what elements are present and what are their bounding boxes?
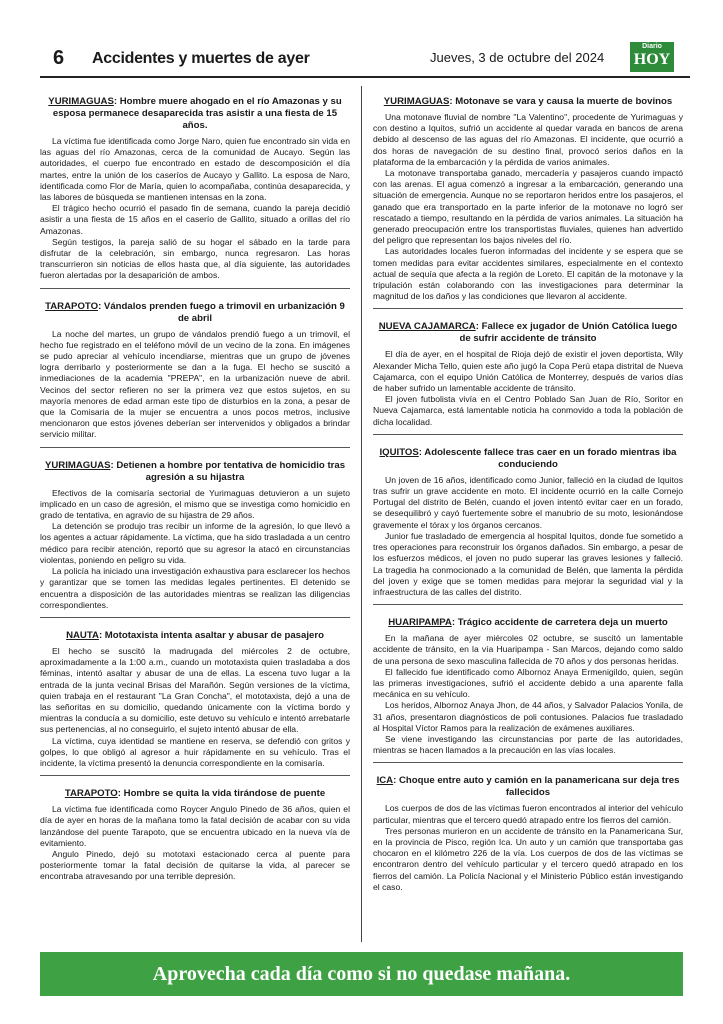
article-paragraph: En la mañana de ayer miércoles 02 octubre, se suscitó un lamentable accidente de tránsito, en la vía Huaripampa - San Marcos, dejando como saldo de una persona de sexo masculina fallecida de 70 años y dos personas heridas. <box>373 633 683 666</box>
article-headline <box>373 775 683 799</box>
article-headline <box>40 788 350 800</box>
article-body <box>40 804 350 882</box>
article-body <box>373 803 683 893</box>
article-body <box>40 488 350 611</box>
article-location: TARAPOTO <box>64 788 118 800</box>
issue-date: Jueves, 3 de octubre del 2024 <box>430 50 605 65</box>
article-body <box>40 329 350 441</box>
article-location: IQUITOS <box>379 446 419 458</box>
article-body <box>373 633 683 756</box>
article-paragraph: La policía ha iniciado una investigación exhaustiva para esclarecer los hechos y garantizar que se tomen las medidas legales pertinentes. El detenido se encuentra a disposición de las autoridades mientras se realizan las diligencias correspondientes. <box>40 566 350 610</box>
article-title: : Adolescente fallece tras caer en un forado mientras iba conduciendo <box>418 446 677 470</box>
article-headline <box>373 321 683 345</box>
article-headline <box>40 96 350 132</box>
article <box>373 769 683 899</box>
article-headline <box>40 630 350 642</box>
article <box>40 624 350 776</box>
header-divider <box>40 76 690 78</box>
article-paragraph: La noche del martes, un grupo de vándalos prendió fuego a un trimovil, el hecho fue registrado en el teléfono móvil de un vecino de la zona. En imágenes se pudo apreciar al vehículo incendiarse, mientras que un grupo de jóvenes logra derribarlo y posteriormente se dan a la fuga. El hecho se suscitó a inmediaciones de la academia "PREPA", en la urbanización nueve de abril. Vecinos del sector refieren no ser la primera vez que estos sujetos, en su mayoría menores de edad arman este tipo de disturbios en la zona, a pesar de que la Comisaria de la mujer se encuentra a unos pocos metros, inclusive mencionaron que estos jóvenes deberían ser intervenidos y obligados a brindar servicio militar. <box>40 328 350 440</box>
article-location: TARAPOTO <box>45 300 99 312</box>
article-title: : Motonave se vara y causa la muerte de bovinos <box>449 96 673 107</box>
article-title: : Detienen a hombre por tentativa de homicidio tras agresión a su hijastra <box>110 459 346 483</box>
article-paragraph: La víctima fue identificada como Roycer Angulo Pinedo de 36 años, quien el día de ayer en horas de la mañana tomo la fatal decisión de acabar con su vida lanzándose del puente Tarapoto, que se encuentra ubicado en la nueva vía de evitamiento. <box>40 804 350 848</box>
article <box>373 315 683 434</box>
article-paragraph: Los heridos, Albornoz Anaya Jhon, de 44 años, y Salvador Palacios Yonila, de 31 años, presentaron diagnósticos de poli contusiones. Palacios fue trasladado al Hospital Víctor Ramos para la realización de exámenes auxiliares. <box>373 700 683 733</box>
article-body <box>373 475 683 598</box>
article-body <box>40 136 350 282</box>
article-paragraph: El día de ayer, en el hospital de Rioja dejó de existir el joven deportista, Wily Alexander Micha Tello, quien este año jugó la Copa Perú etapa distrital de Nueva Cajamarca, con el equipo Unión Católica de Monterrey, después de varios días de haber sufrido un lamentable accidente de tránsito. <box>373 349 683 394</box>
column-divider <box>361 86 362 942</box>
footer-banner: Aprovecha cada día como si no quedase mañana. <box>40 952 683 996</box>
article-paragraph: Angulo Pinedo, dejó su mototaxi estacionado cerca al puente para posteriormente tomar la fatal decisión de quitarse la vida, al parecer se encontraba atravesando por una terrible depresión. <box>40 848 350 882</box>
article-location: HUARIPAMPA <box>388 617 452 629</box>
article-paragraph: Los cuerpos de dos de las víctimas fueron encontrados al interior del vehículo particular, mientras que el tercero quedó atrapado entre los fierros del camión. <box>373 803 683 825</box>
article-location: YURIMAGUAS <box>48 96 114 107</box>
page-number: 6 <box>53 47 65 69</box>
article-paragraph: Efectivos de la comisaría sectorial de Yurimaguas detuvieron a un sujeto implicado en un caso de agresión, el mismo que se investiga como homicidio en grado de tentativa, en agravio de su hijastra de 29 años. <box>40 487 350 521</box>
article-headline <box>373 96 683 108</box>
article-headline <box>40 301 350 325</box>
article-location: YURIMAGUAS <box>44 459 111 471</box>
article <box>40 90 350 289</box>
article-location: NAUTA <box>66 629 99 641</box>
logo-small-text: Diario <box>642 43 662 50</box>
page-header <box>40 44 690 74</box>
article-body <box>373 349 683 427</box>
article-headline <box>373 447 683 471</box>
article-title: : Mototaxista intenta asaltar y abusar de pasajero <box>98 629 324 641</box>
article-paragraph: Tres personas murieron en un accidente de tránsito en la Panamericana Sur, en la provincia de Pisco, región Ica. Un auto y un camión que transportaba gas chocaron en el kilómetro 226 de la vía. Los cuerpos de dos de las víctimas se encontraron dentro del vehículo particular y el tercero quedó atrapado en los fierros del camión. La Policía Nacional y el Ministerio Público están investigando el caso. <box>373 825 683 892</box>
article-paragraph: El joven futbolista vivía en el Centro Poblado San Juan de Río, Soritor en Nueva Cajamarca, está lamentable noticia ha conmovido a toda la población de dicha localidad. <box>373 394 683 427</box>
logo-main-text: HOY <box>633 51 671 68</box>
newspaper-logo <box>630 42 674 72</box>
section-title: Accidentes y muertes de ayer <box>92 50 310 67</box>
article-title: : Hombre muere ahogado en el río Amazonas y su esposa permanece desaparecida tras asistir a una fiesta de 15 años. <box>52 96 342 131</box>
right-column <box>373 90 683 905</box>
article-body <box>373 112 683 302</box>
article-title: : Fallece ex jugador de Unión Católica luego de sufrir accidente de tránsito <box>459 321 678 345</box>
article-location: ICA <box>376 775 394 787</box>
article <box>373 611 683 763</box>
article-title: : Hombre se quita la vida tirándose de puente <box>117 788 326 800</box>
article-paragraph: El trágico hecho ocurrió el pasado fin de semana, cuando la pareja decidió asistir a una fiesta de 15 años en el caserío de Gallito, situado a orillas del río Amazonas. <box>40 203 350 236</box>
article-paragraph: Una motonave fluvial de nombre "La Valentino", procedente de Yurimaguas y con destino a Iquitos, sufrió un accidente al quedar varada en bancos de arena debido al descenso de las aguas del río Amazonas. El incidente, que ocurrió a dos horas de navegación de su destino final, provocó serios daños en la plataforma de la embarcación y la pérdida de varios animales. <box>373 112 683 167</box>
article-title: : Choque entre auto y camión en la panamericana sur deja tres fallecidos <box>393 775 680 799</box>
article <box>40 295 350 448</box>
article-paragraph: Un joven de 16 años, identificado como Junior, falleció en la ciudad de Iquitos tras sufrir un grave accidente en moto. El incidente ocurrió en la calle Cornejo Portugal del distrito de Belén, cuando el joven intentó evitar caer en un forado, se desequilibró y cayó fuertemente sobre el manubrio de su moto, lesionándose gravemente el tórax y los órganos cercanos. <box>373 474 683 530</box>
article-paragraph: El fallecido fue identificado como Albornoz Anaya Ermenigildo, quien, según las primeras investigaciones, sufrió el accidente debido a una aparente falla mecánica en su vehículo. <box>373 666 683 700</box>
article-location: NUEVA CAJAMARCA <box>378 321 476 333</box>
article-title: : Trágico accidente de carretera deja un muerto <box>451 617 668 629</box>
article-paragraph: Se viene investigando las circunstancias por parte de las autoridades, mientras se hacen llamados a la precaución en las vías locales. <box>373 733 683 756</box>
article-headline <box>373 617 683 629</box>
article <box>373 90 683 309</box>
article-paragraph: Junior fue trasladado de emergencia al hospital Iquitos, donde fue sometido a tres operaciones para reconstruir los órganos dañados. Sin embargo, a pesar de los esfuerzos médicos, el joven no pudo superar las graves lesiones y falleció. La tragedia ha conmocionado a la comunidad de Belén, que lamenta la pérdida del joven y exige que se tomen medidas para mejorar la seguridad vial y la infraestructura de las calles del distrito. <box>373 530 683 597</box>
article-paragraph: La detención se produjo tras recibir un informe de la agresión, lo que llevó a los agentes a actuar rápidamente. La víctima, que ha sido trasladada a un centro médico para recibir atención, reportó que su agresor la atacó en circunstancias violentas, poniendo en peligro su vida. <box>40 521 350 565</box>
article-location: YURIMAGUAS <box>383 96 450 107</box>
article-paragraph: El hecho se suscitó la madrugada del miércoles 2 de octubre, aproximadamente a la 1:00 a.m., cuando un mototaxista quien trasladaba a dos féminas, intentó asaltar y abusar de una de ellas. La escena tuvo lugar a la entrada de la junta vecinal Brisas del Marañón. Según versiones de la víctima, quien trabaja en el restaurant "La Gran Concha", el mototaxista, dejó a una de las señoritas en su domicilio, quedando únicamente con la víctima bordo y mientras la conducía a su domicilio, este detuvo su vehículo e intentó arrebatarle sus pertenencias, al no conseguirlo, el sujeto intentó abusar de ella. <box>40 645 350 735</box>
article-title: : Vándalos prenden fuego a trimovil en urbanización 9 de abril <box>98 300 345 324</box>
article <box>40 454 350 618</box>
article <box>373 441 683 605</box>
left-column <box>40 90 350 895</box>
article-headline <box>40 460 350 484</box>
article <box>40 782 350 888</box>
article-paragraph: La motonave transportaba ganado, mercadería y pasajeros cuando impactó con las arenas. El agua comenzó a ingresar a la embarcación, generando una situación de emergencia. Aunque no se reportaron heridos entre los pasajeros, el ganado que era transportado en la parte inferior de la motonave no logró ser rescatado a tiempo, resultando en la pérdida de varios animales. La situación ha generado preocupación entre los transportistas fluviales, quienes han advertido del peligro que representan los bajos niveles del río. <box>373 168 683 246</box>
article-paragraph: La víctima fue identificada como Jorge Naro, quien fue encontrado sin vida en las aguas del río Amazonas, cerca de la comunidad de Aucayo. Según las autoridades, el cuerpo fue encontrado en estado de descomposición el día martes, entre la unión de los caseríos de Aucayo y Gallito. La esposa de Naro, identificada como Flor de María, quien lo acompañaba, continúa desaparecida, y las labores de búsqueda se mantienen intensas en la zona. <box>40 136 350 203</box>
article-body <box>40 646 350 769</box>
article-paragraph: Las autoridades locales fueron informadas del incidente y se espera que se tomen medidas para evitar accidentes similares, especialmente en el contexto actual de sequía que afecta a la región de Loreto. El capitán de la motonave y la tripulación están colaborando con las investigaciones para determinar la magnitud de los daños y las condiciones que llevaron al accidente. <box>373 246 683 302</box>
article-paragraph: La víctima, cuya identidad se mantiene en reserva, se defendió con gritos y golpes, lo que obligó al agresor a huir rápidamente en su vehículo. Tras el incidente, la víctima presentó la denuncia correspondiente en la comisaría. <box>40 735 350 768</box>
article-paragraph: Según testigos, la pareja salió de su hogar el sábado en la tarde para disfrutar de la celebración, sin embargo, nunca regresaron. Las horas transcurrieron sin noticias de ellos hasta que, al día siguiente, las autoridades fueron alertadas por la desaparición de ambos. <box>40 236 350 281</box>
